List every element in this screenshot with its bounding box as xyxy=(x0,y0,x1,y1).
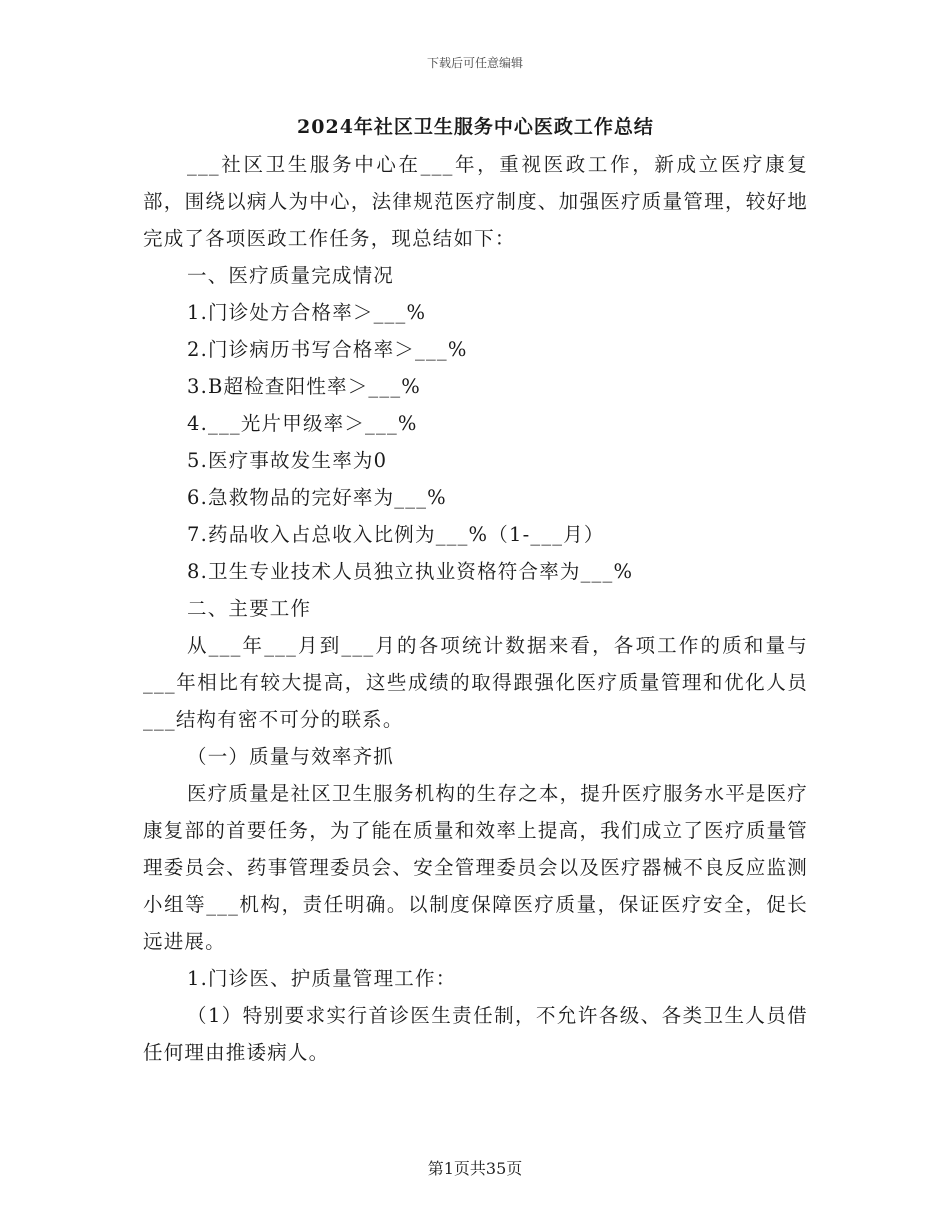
paragraph: （1）特别要求实行首诊医生责任制，不允许各级、各类卫生人员借任何理由推诿病人。 xyxy=(143,1004,808,1064)
section-heading: 二、主要工作 xyxy=(187,597,312,620)
list-item: 7.药品收入占总收入比例为___%（1-___月） xyxy=(187,523,605,546)
list-item: 6.急救物品的完好率为___% xyxy=(187,486,447,509)
paragraph-list xyxy=(143,146,808,1071)
document-body xyxy=(143,112,808,1071)
section-heading: 一、医疗质量完成情况 xyxy=(187,264,395,287)
list-item: 2.门诊病历书写合格率＞___% xyxy=(187,338,468,361)
list-item: 8.卫生专业技术人员独立执业资格符合率为___% xyxy=(187,560,634,583)
list-item: 1.门诊医、护质量管理工作： xyxy=(187,967,457,990)
list-item: 5.医疗事故发生率为0 xyxy=(187,449,388,472)
list-item: 3.B超检查阳性率＞___% xyxy=(187,375,422,398)
paragraph: 医疗质量是社区卫生服务机构的生存之本，提升医疗服务水平是医疗康复部的首要任务，为了能在质量和效率上提高，我们成立了医疗质量管理委员会、药事管理委员会、安全管理委员会以及医疗器械不良反应监测小组等___机构，责任明确。以制度保障医疗质量，保证医疗安全，促长远进展。 xyxy=(143,782,809,953)
document-title: 2024年社区卫生服务中心医政工作总结 xyxy=(297,116,654,138)
paragraph: 从___年___月到___月的各项统计数据来看，各项工作的质和量与___年相比有较大提高，这些成绩的取得跟强化医疗质量管理和优化人员___结构有密不可分的联系。 xyxy=(143,634,808,731)
subsection-heading: （一）质量与效率齐抓 xyxy=(187,745,395,768)
page-header: 下载后可任意编辑 xyxy=(426,56,523,70)
list-item: 1.门诊处方合格率＞___% xyxy=(187,301,427,324)
list-item: 4.___光片甲级率＞___% xyxy=(187,412,418,435)
paragraph: ___社区卫生服务中心在___年，重视医政工作，新成立医疗康复部，围绕以病人为中心，法律规范医疗制度、加强医疗质量管理，较好地完成了各项医政工作任务，现总结如下： xyxy=(143,153,808,250)
page-footer: 第1页共35页 xyxy=(427,1159,523,1178)
